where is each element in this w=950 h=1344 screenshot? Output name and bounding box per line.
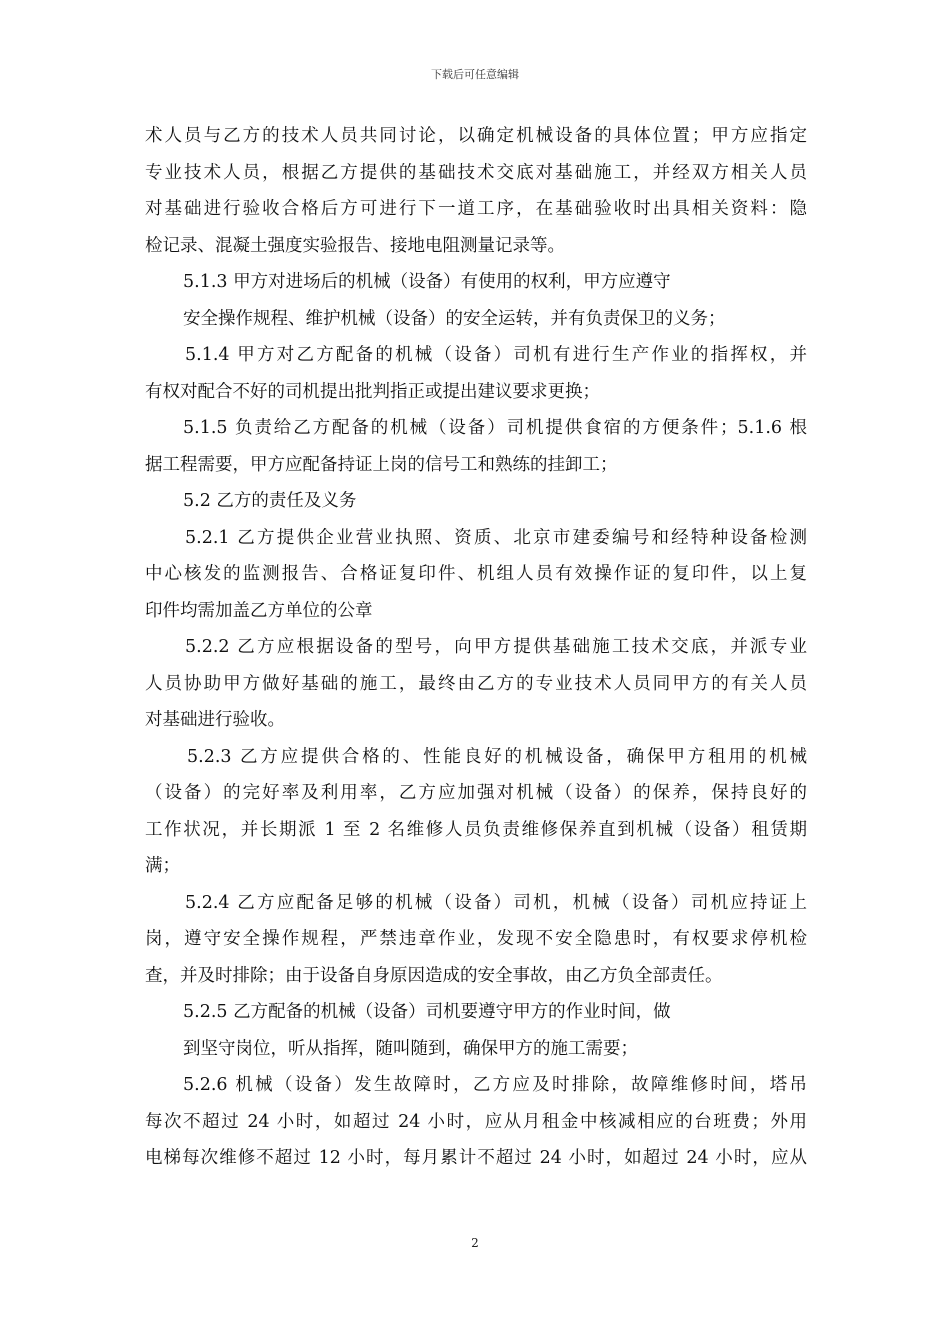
text-line: 有权对配合不好的司机提出批判指正或提出建议要求更换；: [145, 381, 600, 402]
text-line: 岗，遵守安全操作规程，严禁违章作业，发现不安全隐患时，有权要求停机检: [145, 929, 807, 949]
text-line: 5.1.4 甲方对乙方配备的机械（设备）司机有进行生产作业的指挥权，并: [185, 345, 807, 365]
text-line: 电梯每次维修不超过 12 小时，每月累计不超过 24 小时，如超过 24 小时，应从: [145, 1148, 807, 1168]
text-line: 5.2.2 乙方应根据设备的型号，向甲方提供基础施工技术交底，并派专业: [185, 637, 807, 657]
text-line: 安全操作规程、维护机械（设备）的安全运转，并有负责保卫的义务；: [183, 308, 726, 329]
text-line: 查，并及时排除；由于设备自身原因造成的安全事故，由乙方负全部责任。: [145, 965, 723, 986]
page-number: 2: [471, 1236, 479, 1250]
text-line: 专业技术人员，根据乙方提供的基础技术交底对基础施工，并经双方相关人员: [145, 162, 807, 183]
text-line: 对基础进行验收合格后方可进行下一道工序，在基础验收时出具相关资料：隐: [145, 199, 807, 219]
text-line: 满；: [145, 856, 180, 876]
text-line: 工作状况，并长期派 1 至 2 名维修人员负责维修保养直到机械（设备）租赁期: [145, 819, 807, 840]
text-line: 5.2 乙方的责任及义务: [183, 491, 357, 511]
document-body: [145, 118, 807, 1177]
text-line: 对基础进行验收。: [145, 710, 285, 730]
text-line: 5.1.3 甲方对进场后的机械（设备）有使用的权利，甲方应遵守: [183, 272, 671, 292]
text-line: 印件均需加盖乙方单位的公章: [145, 600, 373, 621]
page-header: 下载后可任意编辑: [431, 68, 519, 81]
text-line: 5.1.5 负责给乙方配备的机械（设备）司机提供食宿的方便条件；5.1.6 根: [183, 418, 807, 438]
text-line: 中心核发的监测报告、合格证复印件、机组人员有效操作证的复印件，以上复: [145, 564, 807, 584]
text-line: 术人员与乙方的技术人员共同讨论，以确定机械设备的具体位置；甲方应指定: [145, 126, 807, 146]
text-line: 检记录、混凝土强度实验报告、接地电阻测量记录等。: [145, 235, 565, 256]
text-line: 5.2.6 机械（设备）发生故障时，乙方应及时排除，故障维修时间，塔吊: [183, 1075, 807, 1095]
text-line: （设备）的完好率及利用率，乙方应加强对机械（设备）的保养，保持良好的: [145, 783, 807, 803]
text-line: 人员协助甲方做好基础的施工，最终由乙方的专业技术人员同甲方的有关人员: [145, 673, 807, 694]
text-line: 5.2.1 乙方提供企业营业执照、资质、北京市建委编号和经特种设备检测: [185, 527, 807, 548]
text-line: 5.2.4 乙方应配备足够的机械（设备）司机，机械（设备）司机应持证上: [185, 892, 807, 913]
text-line: 据工程需要，甲方应配备持证上岗的信号工和熟练的挂卸工；: [145, 454, 618, 475]
text-line: 5.2.5 乙方配备的机械（设备）司机要遵守甲方的作业时间，做: [183, 1002, 671, 1022]
text-line: 到坚守岗位，听从指挥，随叫随到，确保甲方的施工需要；: [183, 1038, 638, 1059]
text-line: 5.2.3 乙方应提供合格的、性能良好的机械设备，确保甲方租用的机械: [187, 746, 807, 767]
text-line: 每次不超过 24 小时，如超过 24 小时，应从月租金中核减相应的台班费；外用: [145, 1111, 807, 1132]
